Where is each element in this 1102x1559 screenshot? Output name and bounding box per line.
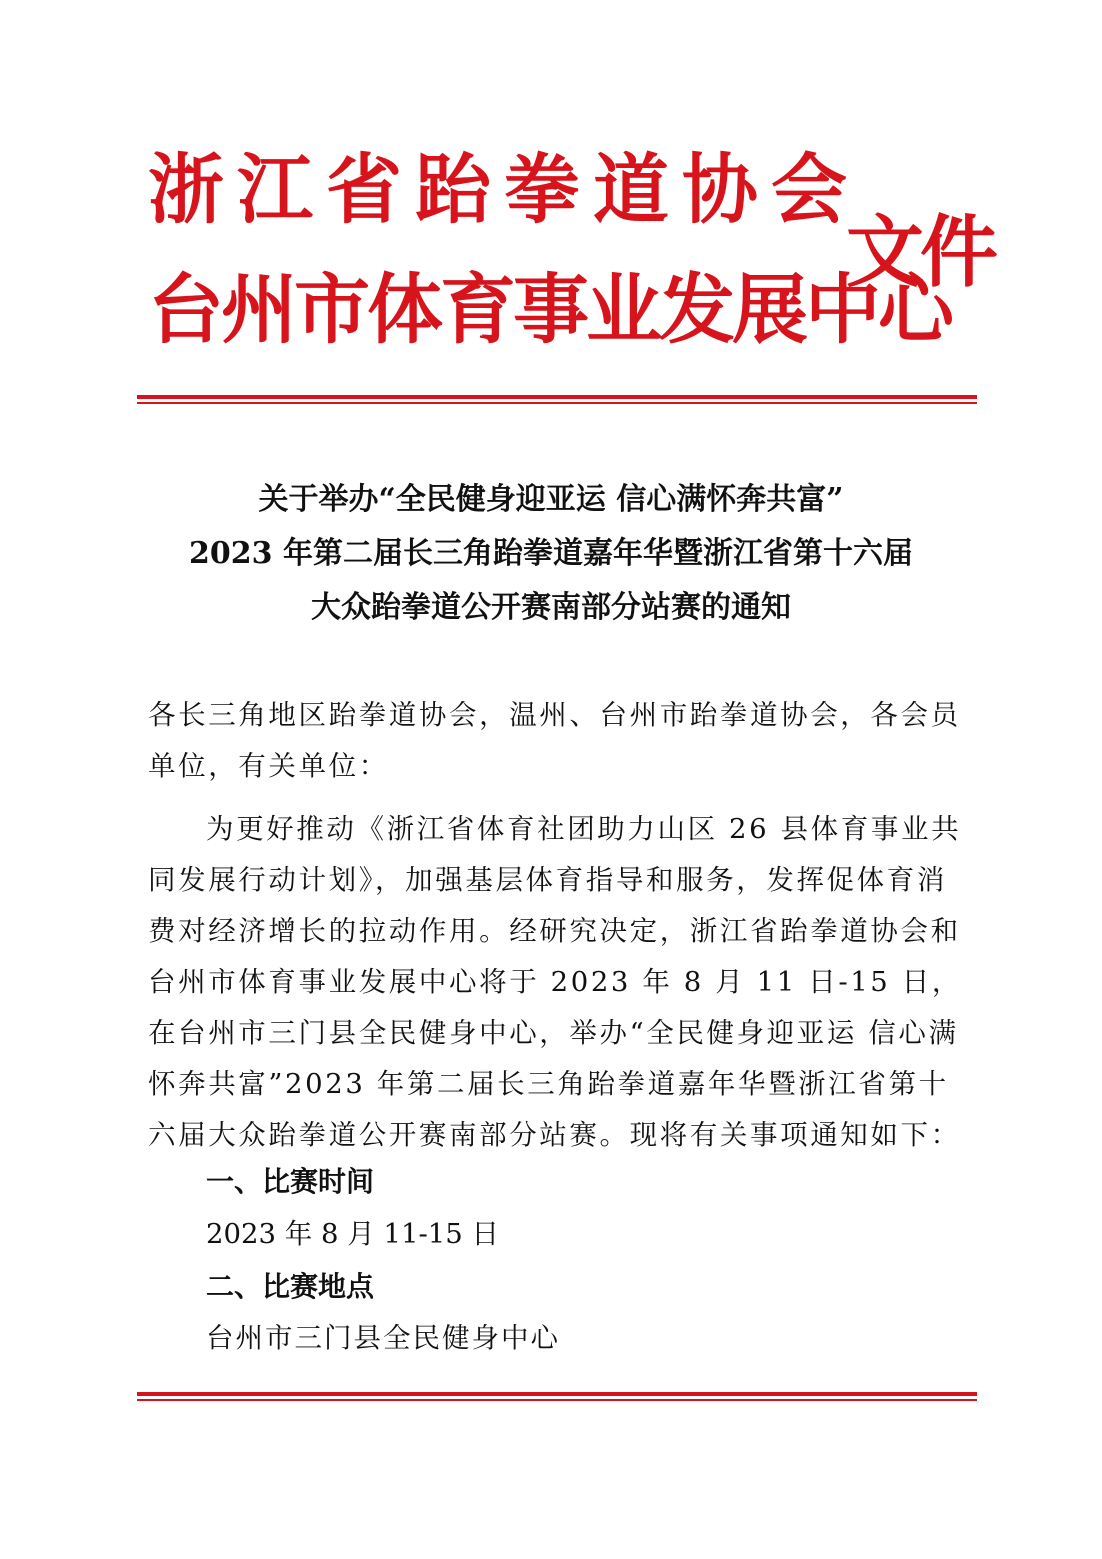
section-1-text: 2023 年 8 月 11-15 日 bbox=[206, 1218, 499, 1250]
header-divider bbox=[137, 395, 977, 404]
document-title-line-3: 大众跆拳道公开赛南部分站赛的通知 bbox=[311, 590, 791, 625]
issuer-name-line-1: 浙江省跆拳道协会 bbox=[148, 145, 860, 234]
section-1-heading: 一、比赛时间 bbox=[206, 1165, 375, 1198]
document-type-label: 文件 bbox=[846, 208, 995, 298]
issuer-name-line-2: 台州市体育事业发展中心 bbox=[148, 265, 951, 354]
main-paragraph: 为更好推动《浙江省体育社团助力山区 26 县体育事业共同发展行动计划》，加强基层体育指导和服务，发挥促体育消费对经济增长的拉动作用。经研究决定，浙江省跆拳道协会和台州市体育事业发展中心将于 2023 年 8 月 11 日-15 日，在台州市三门县全民健身中心，举办“全民健身迎亚运 信心满怀奔共富”2023 年第二届长三角跆拳道嘉年华暨浙江省第十六届大众跆拳道公开赛南部分站赛。现将有关事项通知如下： bbox=[148, 813, 962, 1151]
section-2-heading: 二、比赛地点 bbox=[206, 1270, 375, 1303]
document-title-line-1: 关于举办“全民健身迎亚运 信心满怀奔共富” bbox=[258, 482, 844, 517]
addressee-paragraph: 各长三角地区跆拳道协会，温州、台州市跆拳道协会，各会员单位，有关单位： bbox=[148, 699, 961, 782]
section-2-text: 台州市三门县全民健身中心 bbox=[206, 1322, 560, 1354]
document-title-line-2: 2023 年第二届长三角跆拳道嘉年华暨浙江省第十六届 bbox=[189, 536, 913, 571]
footer-divider bbox=[137, 1392, 977, 1401]
